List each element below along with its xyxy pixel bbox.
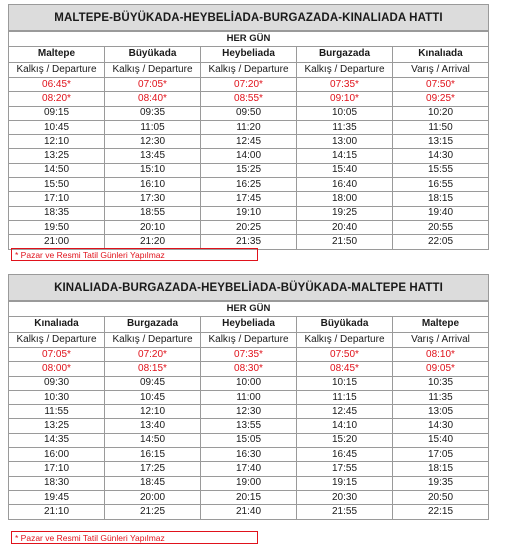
time-cell: 19:25 (297, 206, 393, 220)
table-row (9, 135, 489, 149)
time-cell: 06:45* (9, 78, 105, 92)
stop-name: Büyükada (105, 47, 201, 63)
time-cell: 14:50 (9, 163, 105, 177)
time-cell: 12:10 (9, 135, 105, 149)
route-title: KINALIADA-BURGAZADA-HEYBELİADA-BÜYÜKADA-MALTEPE HATTI (8, 274, 489, 301)
time-cell: 10:20 (393, 106, 489, 120)
time-cell: 22:15 (393, 505, 489, 519)
departure-arrival-label: Kalkış / Departure (105, 332, 201, 348)
time-cell: 11:05 (105, 120, 201, 134)
time-cell: 15:55 (393, 163, 489, 177)
time-cell: 17:05 (393, 448, 489, 462)
time-cell: 11:55 (9, 405, 105, 419)
time-cell: 15:20 (297, 433, 393, 447)
time-cell: 07:50* (393, 78, 489, 92)
time-cell: 17:45 (201, 192, 297, 206)
time-cell: 18:30 (9, 476, 105, 490)
departure-arrival-label: Varış / Arrival (393, 62, 489, 78)
time-cell: 15:25 (201, 163, 297, 177)
time-cell: 21:55 (297, 505, 393, 519)
time-cell: 14:30 (393, 419, 489, 433)
table-row (9, 419, 489, 433)
table-row (9, 220, 489, 234)
time-cell: 11:00 (201, 390, 297, 404)
time-cell: 16:55 (393, 178, 489, 192)
departure-arrival-label: Kalkış / Departure (9, 62, 105, 78)
time-cell: 12:30 (105, 135, 201, 149)
table-row (9, 476, 489, 490)
stop-name: Kınalıada (9, 317, 105, 333)
time-cell: 07:05* (9, 348, 105, 362)
time-cell: 16:30 (201, 448, 297, 462)
holiday-note: * Pazar ve Resmi Tatil Günleri Yapılmaz (11, 531, 258, 544)
time-cell: 16:45 (297, 448, 393, 462)
time-cell: 21:00 (9, 235, 105, 249)
stop-header-row (9, 47, 489, 63)
table-row (9, 490, 489, 504)
table-row (9, 163, 489, 177)
time-cell: 18:55 (105, 206, 201, 220)
time-cell: 20:00 (105, 490, 201, 504)
time-cell: 09:10* (297, 92, 393, 106)
time-cell: 16:00 (9, 448, 105, 462)
time-cell: 08:00* (9, 362, 105, 376)
time-cell: 21:20 (105, 235, 201, 249)
day-label: HER GÜN (9, 32, 489, 47)
time-cell: 15:40 (393, 433, 489, 447)
time-cell: 17:40 (201, 462, 297, 476)
time-cell: 20:10 (105, 220, 201, 234)
time-cell: 14:00 (201, 149, 297, 163)
time-cell: 14:15 (297, 149, 393, 163)
time-cell: 07:05* (105, 78, 201, 92)
departure-arrival-label: Kalkış / Departure (9, 332, 105, 348)
time-cell: 09:45 (105, 376, 201, 390)
time-cell: 19:45 (9, 490, 105, 504)
day-row (9, 302, 489, 317)
time-cell: 10:35 (393, 376, 489, 390)
time-cell: 19:40 (393, 206, 489, 220)
time-cell: 08:20* (9, 92, 105, 106)
time-cell: 13:55 (201, 419, 297, 433)
time-cell: 16:25 (201, 178, 297, 192)
time-cell: 19:15 (297, 476, 393, 490)
time-cell: 14:10 (297, 419, 393, 433)
time-cell: 16:40 (297, 178, 393, 192)
time-cell: 13:15 (393, 135, 489, 149)
time-cell: 19:50 (9, 220, 105, 234)
time-cell: 19:00 (201, 476, 297, 490)
time-cell: 13:25 (9, 149, 105, 163)
time-cell: 17:10 (9, 462, 105, 476)
time-cell: 21:40 (201, 505, 297, 519)
table-row (9, 433, 489, 447)
time-cell: 07:20* (201, 78, 297, 92)
table-row (9, 149, 489, 163)
time-cell: 07:50* (297, 348, 393, 362)
time-cell: 22:05 (393, 235, 489, 249)
time-cell: 11:35 (393, 390, 489, 404)
weekday-only-row (9, 78, 489, 92)
time-cell: 19:35 (393, 476, 489, 490)
table-row (9, 192, 489, 206)
time-cell: 11:20 (201, 120, 297, 134)
table-row (9, 120, 489, 134)
time-cell: 15:10 (105, 163, 201, 177)
time-cell: 15:05 (201, 433, 297, 447)
time-cell: 07:35* (201, 348, 297, 362)
departure-arrival-label: Kalkış / Departure (105, 62, 201, 78)
schedule-block-2 (8, 274, 489, 520)
time-cell: 08:55* (201, 92, 297, 106)
stop-name: Burgazada (297, 47, 393, 63)
time-cell: 20:30 (297, 490, 393, 504)
timetable (8, 31, 489, 250)
time-cell: 21:25 (105, 505, 201, 519)
time-cell: 14:35 (9, 433, 105, 447)
time-cell: 11:15 (297, 390, 393, 404)
stop-name: Maltepe (9, 47, 105, 63)
time-cell: 11:50 (393, 120, 489, 134)
time-cell: 18:45 (105, 476, 201, 490)
time-cell: 14:30 (393, 149, 489, 163)
time-cell: 13:00 (297, 135, 393, 149)
stop-name: Büyükada (297, 317, 393, 333)
time-cell: 16:10 (105, 178, 201, 192)
time-cell: 18:15 (393, 192, 489, 206)
time-cell: 11:35 (297, 120, 393, 134)
time-cell: 20:15 (201, 490, 297, 504)
time-cell: 13:45 (105, 149, 201, 163)
day-label: HER GÜN (9, 302, 489, 317)
time-cell: 17:55 (297, 462, 393, 476)
time-cell: 10:45 (9, 120, 105, 134)
time-cell: 20:50 (393, 490, 489, 504)
departure-arrival-label: Kalkış / Departure (297, 332, 393, 348)
departure-arrival-label: Kalkış / Departure (297, 62, 393, 78)
type-header-row (9, 332, 489, 348)
time-cell: 20:55 (393, 220, 489, 234)
table-row (9, 376, 489, 390)
time-cell: 18:15 (393, 462, 489, 476)
table-row (9, 390, 489, 404)
time-cell: 17:30 (105, 192, 201, 206)
time-cell: 17:10 (9, 192, 105, 206)
time-cell: 19:10 (201, 206, 297, 220)
time-cell: 10:30 (9, 390, 105, 404)
time-cell: 12:45 (297, 405, 393, 419)
time-cell: 10:45 (105, 390, 201, 404)
table-row (9, 206, 489, 220)
time-cell: 09:30 (9, 376, 105, 390)
timetable (8, 301, 489, 520)
table-row (9, 178, 489, 192)
stop-header-row (9, 317, 489, 333)
weekday-only-row (9, 362, 489, 376)
stop-name: Maltepe (393, 317, 489, 333)
time-cell: 18:00 (297, 192, 393, 206)
departure-arrival-label: Varış / Arrival (393, 332, 489, 348)
stop-name: Heybeliada (201, 317, 297, 333)
time-cell: 12:10 (105, 405, 201, 419)
time-cell: 12:45 (201, 135, 297, 149)
time-cell: 08:45* (297, 362, 393, 376)
time-cell: 07:20* (105, 348, 201, 362)
time-cell: 17:25 (105, 462, 201, 476)
time-cell: 09:15 (9, 106, 105, 120)
stop-name: Heybeliada (201, 47, 297, 63)
stop-name: Burgazada (105, 317, 201, 333)
time-cell: 15:40 (297, 163, 393, 177)
time-cell: 09:50 (201, 106, 297, 120)
holiday-note: * Pazar ve Resmi Tatil Günleri Yapılmaz (11, 248, 258, 261)
time-cell: 21:10 (9, 505, 105, 519)
time-cell: 08:40* (105, 92, 201, 106)
time-cell: 08:15* (105, 362, 201, 376)
table-row (9, 505, 489, 519)
time-cell: 21:35 (201, 235, 297, 249)
table-row (9, 448, 489, 462)
weekday-only-row (9, 348, 489, 362)
schedule-block-1 (8, 4, 489, 250)
time-cell: 10:05 (297, 106, 393, 120)
time-cell: 20:40 (297, 220, 393, 234)
time-cell: 07:35* (297, 78, 393, 92)
time-cell: 09:35 (105, 106, 201, 120)
time-cell: 16:15 (105, 448, 201, 462)
type-header-row (9, 62, 489, 78)
time-cell: 13:25 (9, 419, 105, 433)
table-row (9, 235, 489, 249)
time-cell: 09:25* (393, 92, 489, 106)
time-cell: 15:50 (9, 178, 105, 192)
time-cell: 18:35 (9, 206, 105, 220)
table-row (9, 405, 489, 419)
time-cell: 20:25 (201, 220, 297, 234)
time-cell: 09:05* (393, 362, 489, 376)
weekday-only-row (9, 92, 489, 106)
time-cell: 10:15 (297, 376, 393, 390)
departure-arrival-label: Kalkış / Departure (201, 62, 297, 78)
time-cell: 13:40 (105, 419, 201, 433)
route-title: MALTEPE-BÜYÜKADA-HEYBELİADA-BURGAZADA-KINALIADA HATTI (8, 4, 489, 31)
departure-arrival-label: Kalkış / Departure (201, 332, 297, 348)
day-row (9, 32, 489, 47)
time-cell: 08:10* (393, 348, 489, 362)
stop-name: Kınalıada (393, 47, 489, 63)
time-cell: 13:05 (393, 405, 489, 419)
table-row (9, 462, 489, 476)
time-cell: 12:30 (201, 405, 297, 419)
time-cell: 10:00 (201, 376, 297, 390)
table-row (9, 106, 489, 120)
time-cell: 21:50 (297, 235, 393, 249)
time-cell: 08:30* (201, 362, 297, 376)
time-cell: 14:50 (105, 433, 201, 447)
